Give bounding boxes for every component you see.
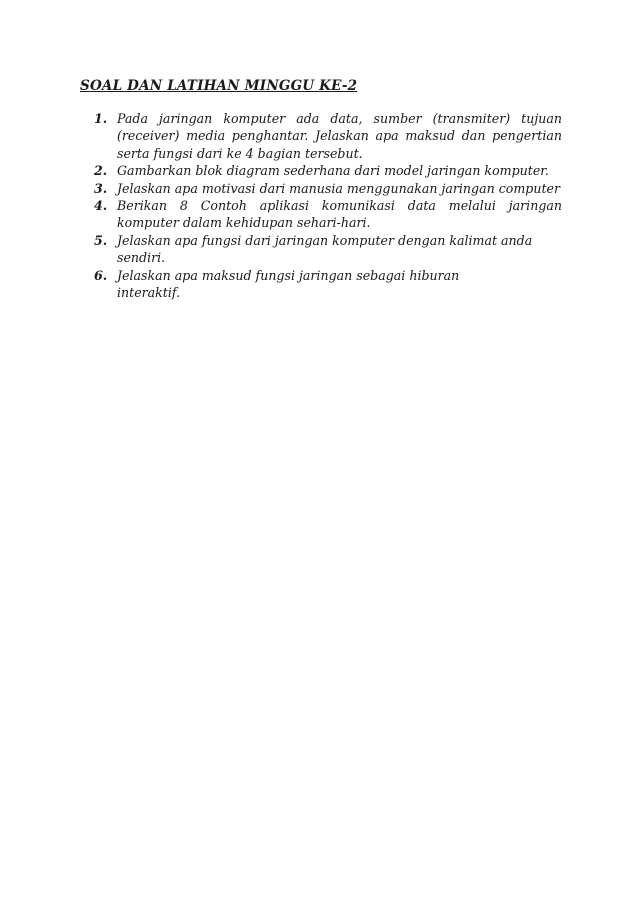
question-number: 3.: [94, 180, 108, 196]
list-item: [88, 267, 562, 302]
question-number: 6.: [94, 267, 108, 283]
list-item: [88, 197, 562, 232]
question-number: 4.: [94, 198, 108, 214]
question-list: [88, 110, 562, 301]
question-text: Jelaskan apa maksud fungsi jaringan sebagai hiburan interaktif.: [117, 267, 460, 301]
question-text: Jelaskan apa fungsi dari jaringan komputer dengan kalimat anda sendiri.: [117, 232, 533, 266]
question-number: 5.: [94, 232, 108, 248]
question-text: Pada jaringan komputer ada data, sumber (transmiter) tujuan (receiver) media penghantar. Jelaskan apa maksud dan pengertian serta fungsi dari ke 4 bagian tersebut.: [117, 111, 562, 161]
list-item: [88, 162, 562, 179]
list-item: [88, 232, 562, 267]
question-text: Berikan 8 Contoh aplikasi komunikasi data melalui jaringan komputer dalam kehidupan sehari-hari.: [117, 198, 562, 231]
list-item: [88, 180, 562, 197]
list-item: [88, 110, 562, 162]
question-number: 2.: [94, 163, 108, 179]
question-number: 1.: [94, 111, 108, 126]
question-text: Gambarkan blok diagram sederhana dari model jaringan komputer.: [117, 163, 549, 179]
question-text: Jelaskan apa motivasi dari manusia menggunakan jaringan computer: [117, 180, 561, 196]
page-title: SOAL DAN LATIHAN MINGGU KE-2: [80, 78, 358, 94]
